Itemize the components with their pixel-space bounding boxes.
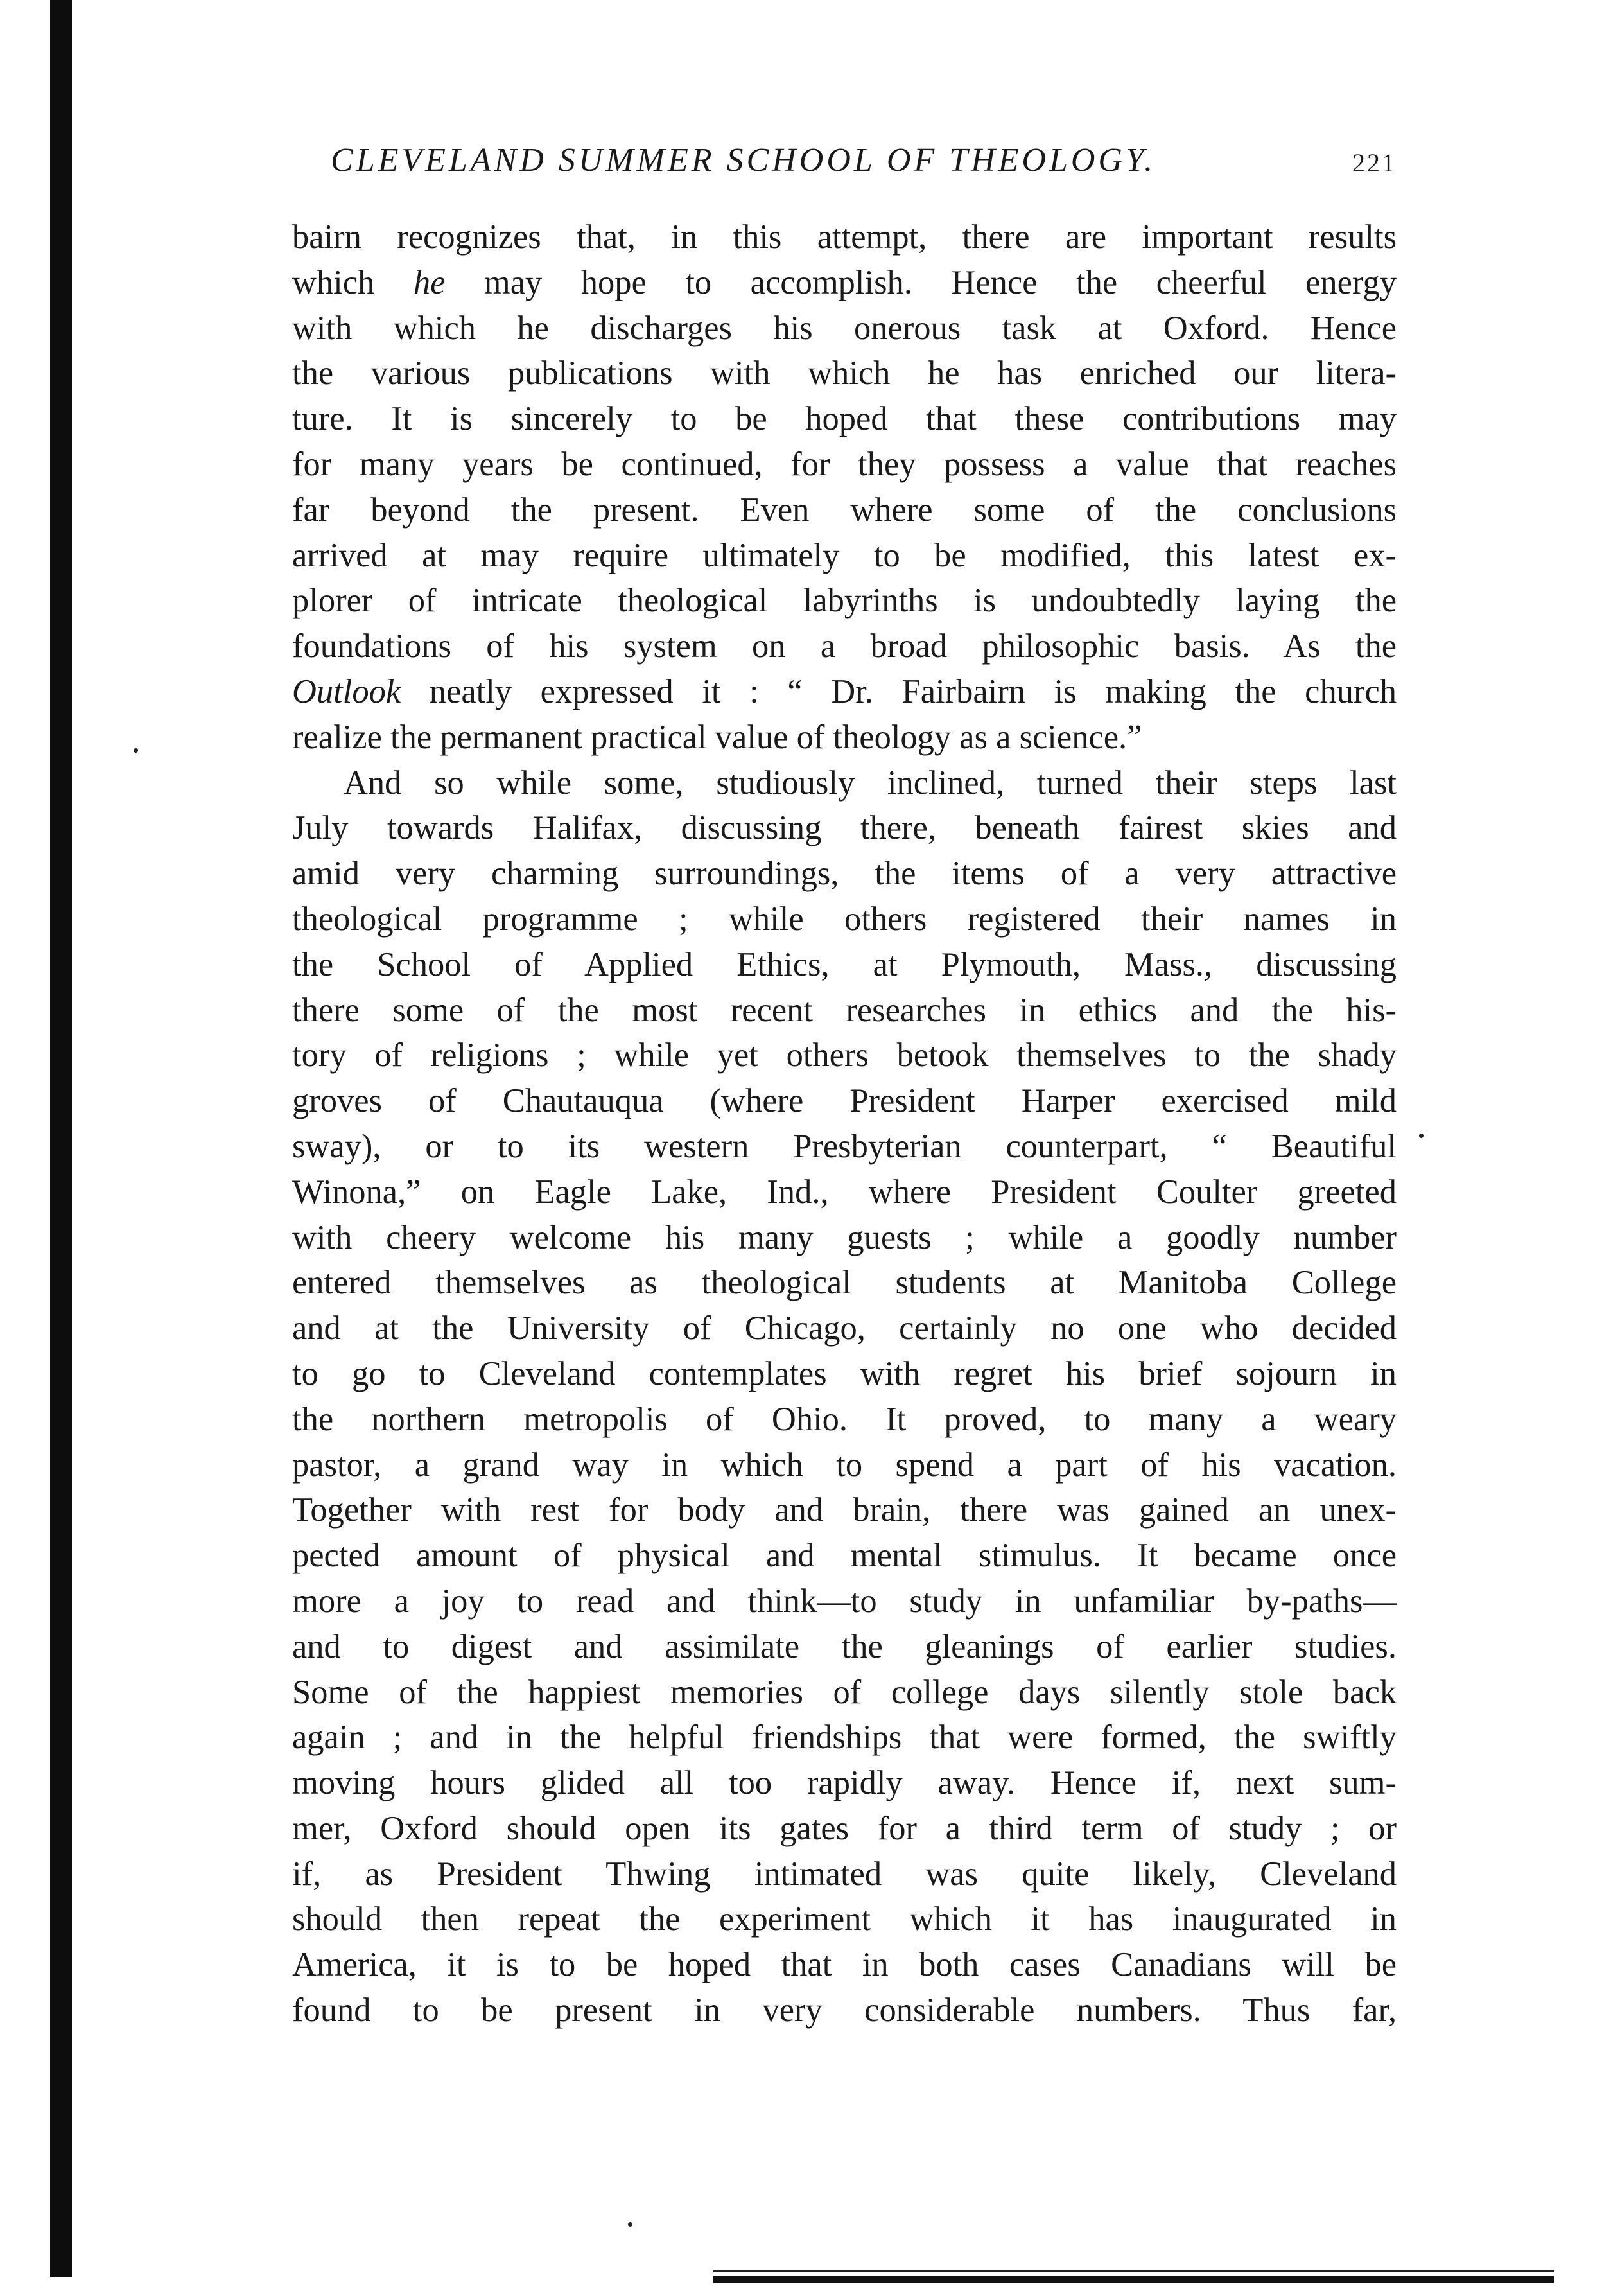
- running-head: [292, 141, 1397, 186]
- text-line: Some of the happiest memories of college days silently stole back: [292, 1673, 1397, 1711]
- text-line: America, it is to be hoped that in both cases Canadians will be: [292, 1946, 1397, 1984]
- text-line: and to digest and assimilate the gleanings of earlier studies.: [292, 1627, 1397, 1665]
- text-line: the School of Applied Ethics, at Plymouth, Mass., discussing: [292, 945, 1397, 983]
- text-line: the various publications with which he has enriched our litera-: [292, 355, 1397, 392]
- binding-edge: [50, 0, 72, 2277]
- text-line: the northern metropolis of Ohio. It proved, to many a weary: [292, 1400, 1397, 1438]
- text-line: ture. It is sincerely to be hoped that these contributions may: [292, 400, 1397, 438]
- text-line: groves of Chautauqua (where President Harper exercised mild: [292, 1082, 1397, 1120]
- text-line: tory of religions ; while yet others betook themselves to the shady: [292, 1037, 1397, 1074]
- text-line: if, as President Thwing intimated was quite likely, Cleveland: [292, 1855, 1397, 1893]
- text-line: more a joy to read and think—to study in unfamiliar by-paths—: [292, 1582, 1397, 1620]
- text-line: should then repeat the experiment which it has inaugurated in: [292, 1900, 1397, 1938]
- text-line: to go to Cleveland contemplates with regret his brief sojourn in: [292, 1354, 1397, 1392]
- text-line: amid very charming surroundings, the items of a very attractive: [292, 855, 1397, 893]
- text-line: realize the permanent practical value of theology as a science.”: [292, 718, 1142, 756]
- text-line: for many years be continued, for they possess a value that reaches: [292, 445, 1397, 483]
- text-line: again ; and in the helpful friendships that were formed, the swiftly: [292, 1719, 1397, 1757]
- text-line: [292, 669, 1397, 715]
- text-line: found to be present in very considerable numbers. Thus far,: [292, 1992, 1397, 2029]
- text-line: with which he discharges his onerous task at Oxford. Hence: [292, 309, 1397, 347]
- text-line: sway), or to its western Presbyterian counterpart, “ Beautiful: [292, 1127, 1397, 1165]
- text-line: bairn recognizes that, in this attempt, there are important results: [292, 218, 1397, 256]
- italic-text: he: [413, 263, 446, 301]
- italic-text: Outlook: [292, 672, 401, 710]
- page-number: 221: [1352, 148, 1397, 177]
- text-line: entered themselves as theological students at Manitoba College: [292, 1264, 1397, 1302]
- text-line: mer, Oxford should open its gates for a third term of study ; or: [292, 1809, 1397, 1847]
- text-line: with cheery welcome his many guests ; while a goodly number: [292, 1218, 1397, 1256]
- text-line: theological programme ; while others registered their names in: [292, 900, 1397, 938]
- text-line: [292, 260, 1397, 306]
- text-segment: neatly expressed it : “ Dr. Fairbairn is making the church: [401, 672, 1397, 710]
- text-line: Winona,” on Eagle Lake, Ind., where President Coulter greeted: [292, 1173, 1397, 1211]
- text-segment: may hope to accomplish. Hence the cheerful energy: [445, 263, 1397, 301]
- running-title: CLEVELAND SUMMER SCHOOL OF THEOLOGY.: [331, 142, 1156, 179]
- text-line: there some of the most recent researches in ethics and the his-: [292, 991, 1397, 1029]
- text-line: July towards Halifax, discussing there, beneath fairest skies and: [292, 809, 1397, 847]
- text-line: far beyond the present. Even where some of the conclusions: [292, 491, 1397, 529]
- text-line: plorer of intricate theological labyrinths is undoubtedly laying the: [292, 582, 1397, 620]
- margin-speck: [628, 2222, 632, 2227]
- text-line: and at the University of Chicago, certainly no one who decided: [292, 1310, 1397, 1347]
- text-line: arrived at may require ultimately to be modified, this latest ex-: [292, 536, 1397, 574]
- bottom-rule: [713, 2266, 1554, 2283]
- book-page: [292, 141, 1397, 2033]
- text-segment: which: [292, 263, 414, 301]
- margin-speck: [134, 748, 138, 753]
- text-line: pastor, a grand way in which to spend a part of his vacation.: [292, 1446, 1397, 1484]
- text-line: Together with rest for body and brain, there was gained an unex-: [292, 1491, 1397, 1529]
- text-line: moving hours glided all too rapidly away. Hence if, next sum-: [292, 1764, 1397, 1802]
- margin-speck: [1419, 1134, 1424, 1138]
- text-line: foundations of his system on a broad philosophic basis. As the: [292, 627, 1397, 665]
- text-line: And so while some, studiously inclined, turned their steps last: [344, 764, 1397, 802]
- text-line: pected amount of physical and mental stimulus. It became once: [292, 1537, 1397, 1575]
- body-text: [292, 215, 1397, 2033]
